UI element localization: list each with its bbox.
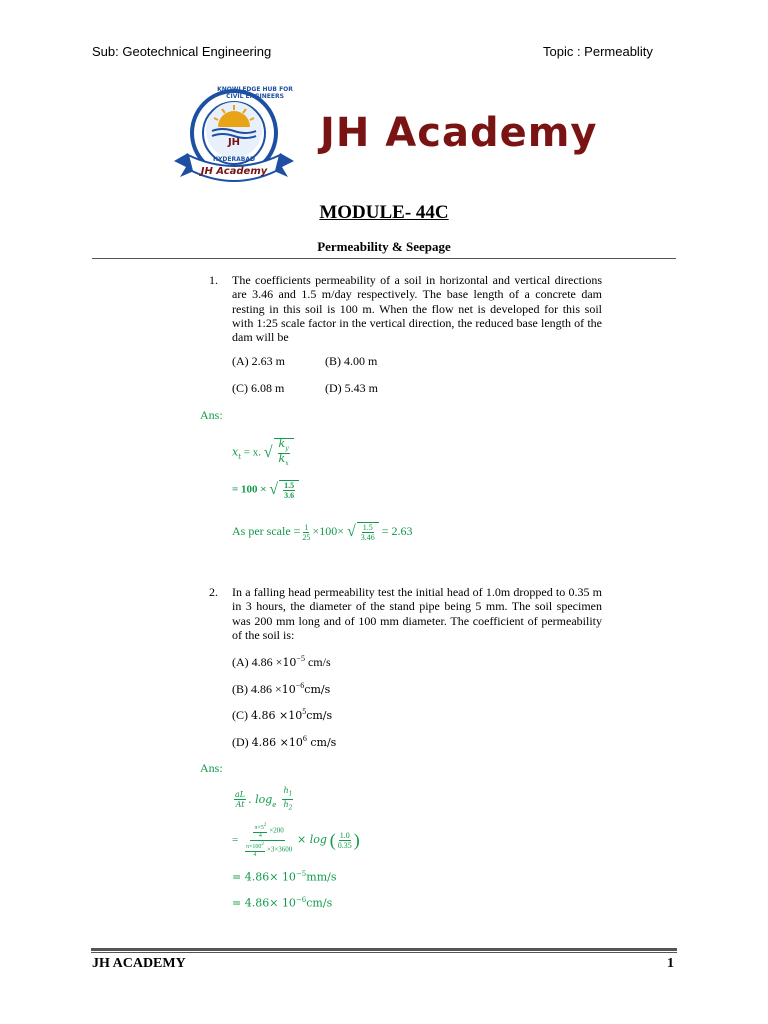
q2-option-c-label: (C)	[232, 708, 248, 722]
sqrt-icon: √	[269, 481, 279, 498]
q2-option-b-unit: cm/s	[304, 683, 331, 696]
q2-f2-bot-exp: 2	[261, 842, 264, 847]
q2-text: In a falling head permeability test the initial head of 1.0m dropped to 0.35 m in 3 hours, the diameter of the stand pipe being 5 mm. The soil specimen was 200 mm long and of 100 mm diameter. The coefficient of permeability of the soil is:	[232, 585, 602, 642]
q2-f1-den: At	[235, 799, 245, 809]
q1-line3-result: = 2.63	[381, 523, 413, 538]
q2-formula-1	[232, 786, 295, 812]
q2-option-c	[232, 707, 332, 723]
q1-ans-label: Ans:	[200, 408, 223, 422]
logo-monogram: JH	[227, 137, 241, 148]
module-title: MODULE- 44C	[319, 202, 449, 223]
q1-ans-line3	[232, 522, 413, 542]
academy-title: JH Academy	[320, 110, 598, 156]
q1-option-d: (D) 5.43 m	[325, 381, 378, 395]
logo-banner-text: JH Academy	[200, 166, 268, 177]
q1-line1-den: k	[278, 452, 286, 466]
q2-option-a-unit: cm/s	[304, 655, 331, 669]
q2-f4-base: 10	[281, 896, 296, 910]
footer-divider-thin	[91, 952, 677, 953]
q2-option-d-exp: 6	[302, 734, 307, 743]
sqrt-icon: √	[263, 444, 273, 462]
q2-f3-base: 10	[281, 870, 296, 884]
q2-option-b-base: 10	[281, 683, 296, 696]
q2-option-d-num: 4.86 ×	[251, 736, 289, 749]
q1-line3-f-den: 25	[302, 532, 311, 542]
module-subtitle: Permeability & Seepage	[317, 239, 451, 254]
q2-f1-sub: e	[272, 800, 277, 809]
q1-option-b: (B) 4.00 m	[325, 354, 378, 368]
q2-f2-log-num: 1.0	[339, 831, 350, 840]
q1-line1-den-sub: x	[285, 460, 289, 468]
q1-line1-num: k	[278, 437, 286, 450]
q2-f3-pre: = 4.86×	[232, 870, 279, 884]
q1-number: 1.	[209, 273, 218, 287]
q1-line1-num-sub: y	[285, 445, 289, 453]
q2-f1-num: aL	[235, 789, 246, 799]
q2-f2-eq: =	[232, 834, 239, 847]
right-paren-icon: )	[353, 830, 360, 850]
q2-f4-exp: −6	[295, 896, 307, 904]
q2-f3-exp: −5	[295, 870, 307, 878]
q2-f2-log-den: 0.35	[337, 841, 352, 850]
sqrt-icon: √	[346, 523, 356, 540]
q2-f3-unit: mm/s	[306, 870, 337, 884]
q2-option-d-unit: cm/s	[306, 736, 337, 749]
q1-text: The coefficients permeability of a soil in horizontal and vertical directions are 3.46 and 1.5 m/day respectively. The base length of a concrete dam resting in this soil is 100 m. When the flow net is developed for this soil with 1:25 scale factor in the vertical direction, the reduced base length of the dam will be	[232, 273, 602, 345]
q2-option-c-base: 10	[288, 709, 303, 722]
q2-formula-3	[232, 870, 336, 884]
q1-line1-sub: t	[238, 452, 242, 461]
left-paren-icon: (	[329, 830, 336, 850]
q1-line3-prefix: As per scale =	[232, 523, 301, 538]
q1-line2-prefix: = 100 ×	[232, 483, 267, 496]
q1-line3-num: 1.5	[362, 523, 373, 532]
q2-f1-mid: . log	[248, 792, 273, 806]
q2-option-b-label: (B) 4.86 ×	[232, 682, 282, 696]
q1-line1-mid: = x.	[243, 446, 262, 459]
q2-formula-2	[232, 822, 360, 859]
q2-option-b	[232, 681, 330, 697]
q2-f1-h-num: h	[283, 786, 289, 795]
q2-formula-4	[232, 896, 332, 910]
q1-line3-den: 3.46	[360, 533, 375, 542]
q1-line3-mid: ×100×	[312, 523, 344, 538]
q2-f4-unit: cm/s	[306, 896, 333, 910]
q2-f1-h-den-sub: 2	[288, 804, 293, 812]
q2-option-d-base: 10	[288, 736, 303, 749]
q2-option-d-label: (D)	[232, 735, 249, 749]
q2-option-a-exp: −5	[296, 654, 305, 663]
q1-line2-den: 3.6	[284, 491, 295, 500]
q1-line1-lhs: x	[232, 445, 239, 459]
q1-option-c: (C) 6.08 m	[232, 381, 285, 395]
q2-f2-bot-den: 4	[253, 852, 257, 858]
q2-option-c-exp: 5	[302, 707, 307, 716]
q2-f2-top-tail: ×200	[269, 826, 284, 835]
q1-line2-num: 1.5	[284, 481, 295, 490]
q1-line3-f-num: 1	[304, 522, 309, 532]
q2-f1-h-num-sub: 1	[288, 790, 293, 798]
q2-option-b-exp: −6	[295, 681, 305, 690]
header-subject: Sub: Geotechnical Engineering	[92, 44, 272, 59]
q2-f2-bot-tail: ×3×3600	[266, 845, 293, 854]
q2-f2-top-exp: 2	[263, 823, 267, 828]
logo-ring-text-top: KNOWLEDGE HUB FOR CIVIL ENGINEERS	[217, 86, 293, 100]
q2-f2-top-num: π×5	[254, 825, 264, 831]
header-topic: Topic : Permeablity	[543, 44, 653, 59]
footer-divider	[91, 948, 677, 951]
q2-option-c-unit: cm/s	[306, 709, 333, 722]
q2-number: 2.	[209, 585, 218, 599]
q2-f1-h-den: h	[283, 799, 289, 809]
q2-f2-mid: × log	[297, 833, 327, 847]
q2-option-d	[232, 734, 336, 750]
q1-option-a: (A) 2.63 m	[232, 354, 285, 368]
q2-option-a-label: (A) 4.86 ×	[232, 655, 283, 669]
q1-ans-line1	[232, 438, 294, 468]
q1-ans-line2	[232, 480, 299, 500]
title-divider	[92, 258, 676, 259]
q2-f2-bot-num: π×100	[245, 844, 262, 850]
footer-brand: JH ACADEMY	[92, 956, 186, 971]
q2-f4-pre: = 4.86×	[232, 896, 279, 910]
q2-ans-label: Ans:	[200, 761, 223, 775]
logo-ring-text-bottom: HYDERABAD	[213, 156, 255, 163]
q2-option-a-base: 10	[282, 656, 297, 669]
q2-f2-top-den: 4	[258, 833, 262, 839]
q2-option-a	[232, 654, 331, 670]
q2-option-c-num: 4.86 ×	[251, 709, 289, 722]
page-number: 1	[667, 956, 674, 971]
